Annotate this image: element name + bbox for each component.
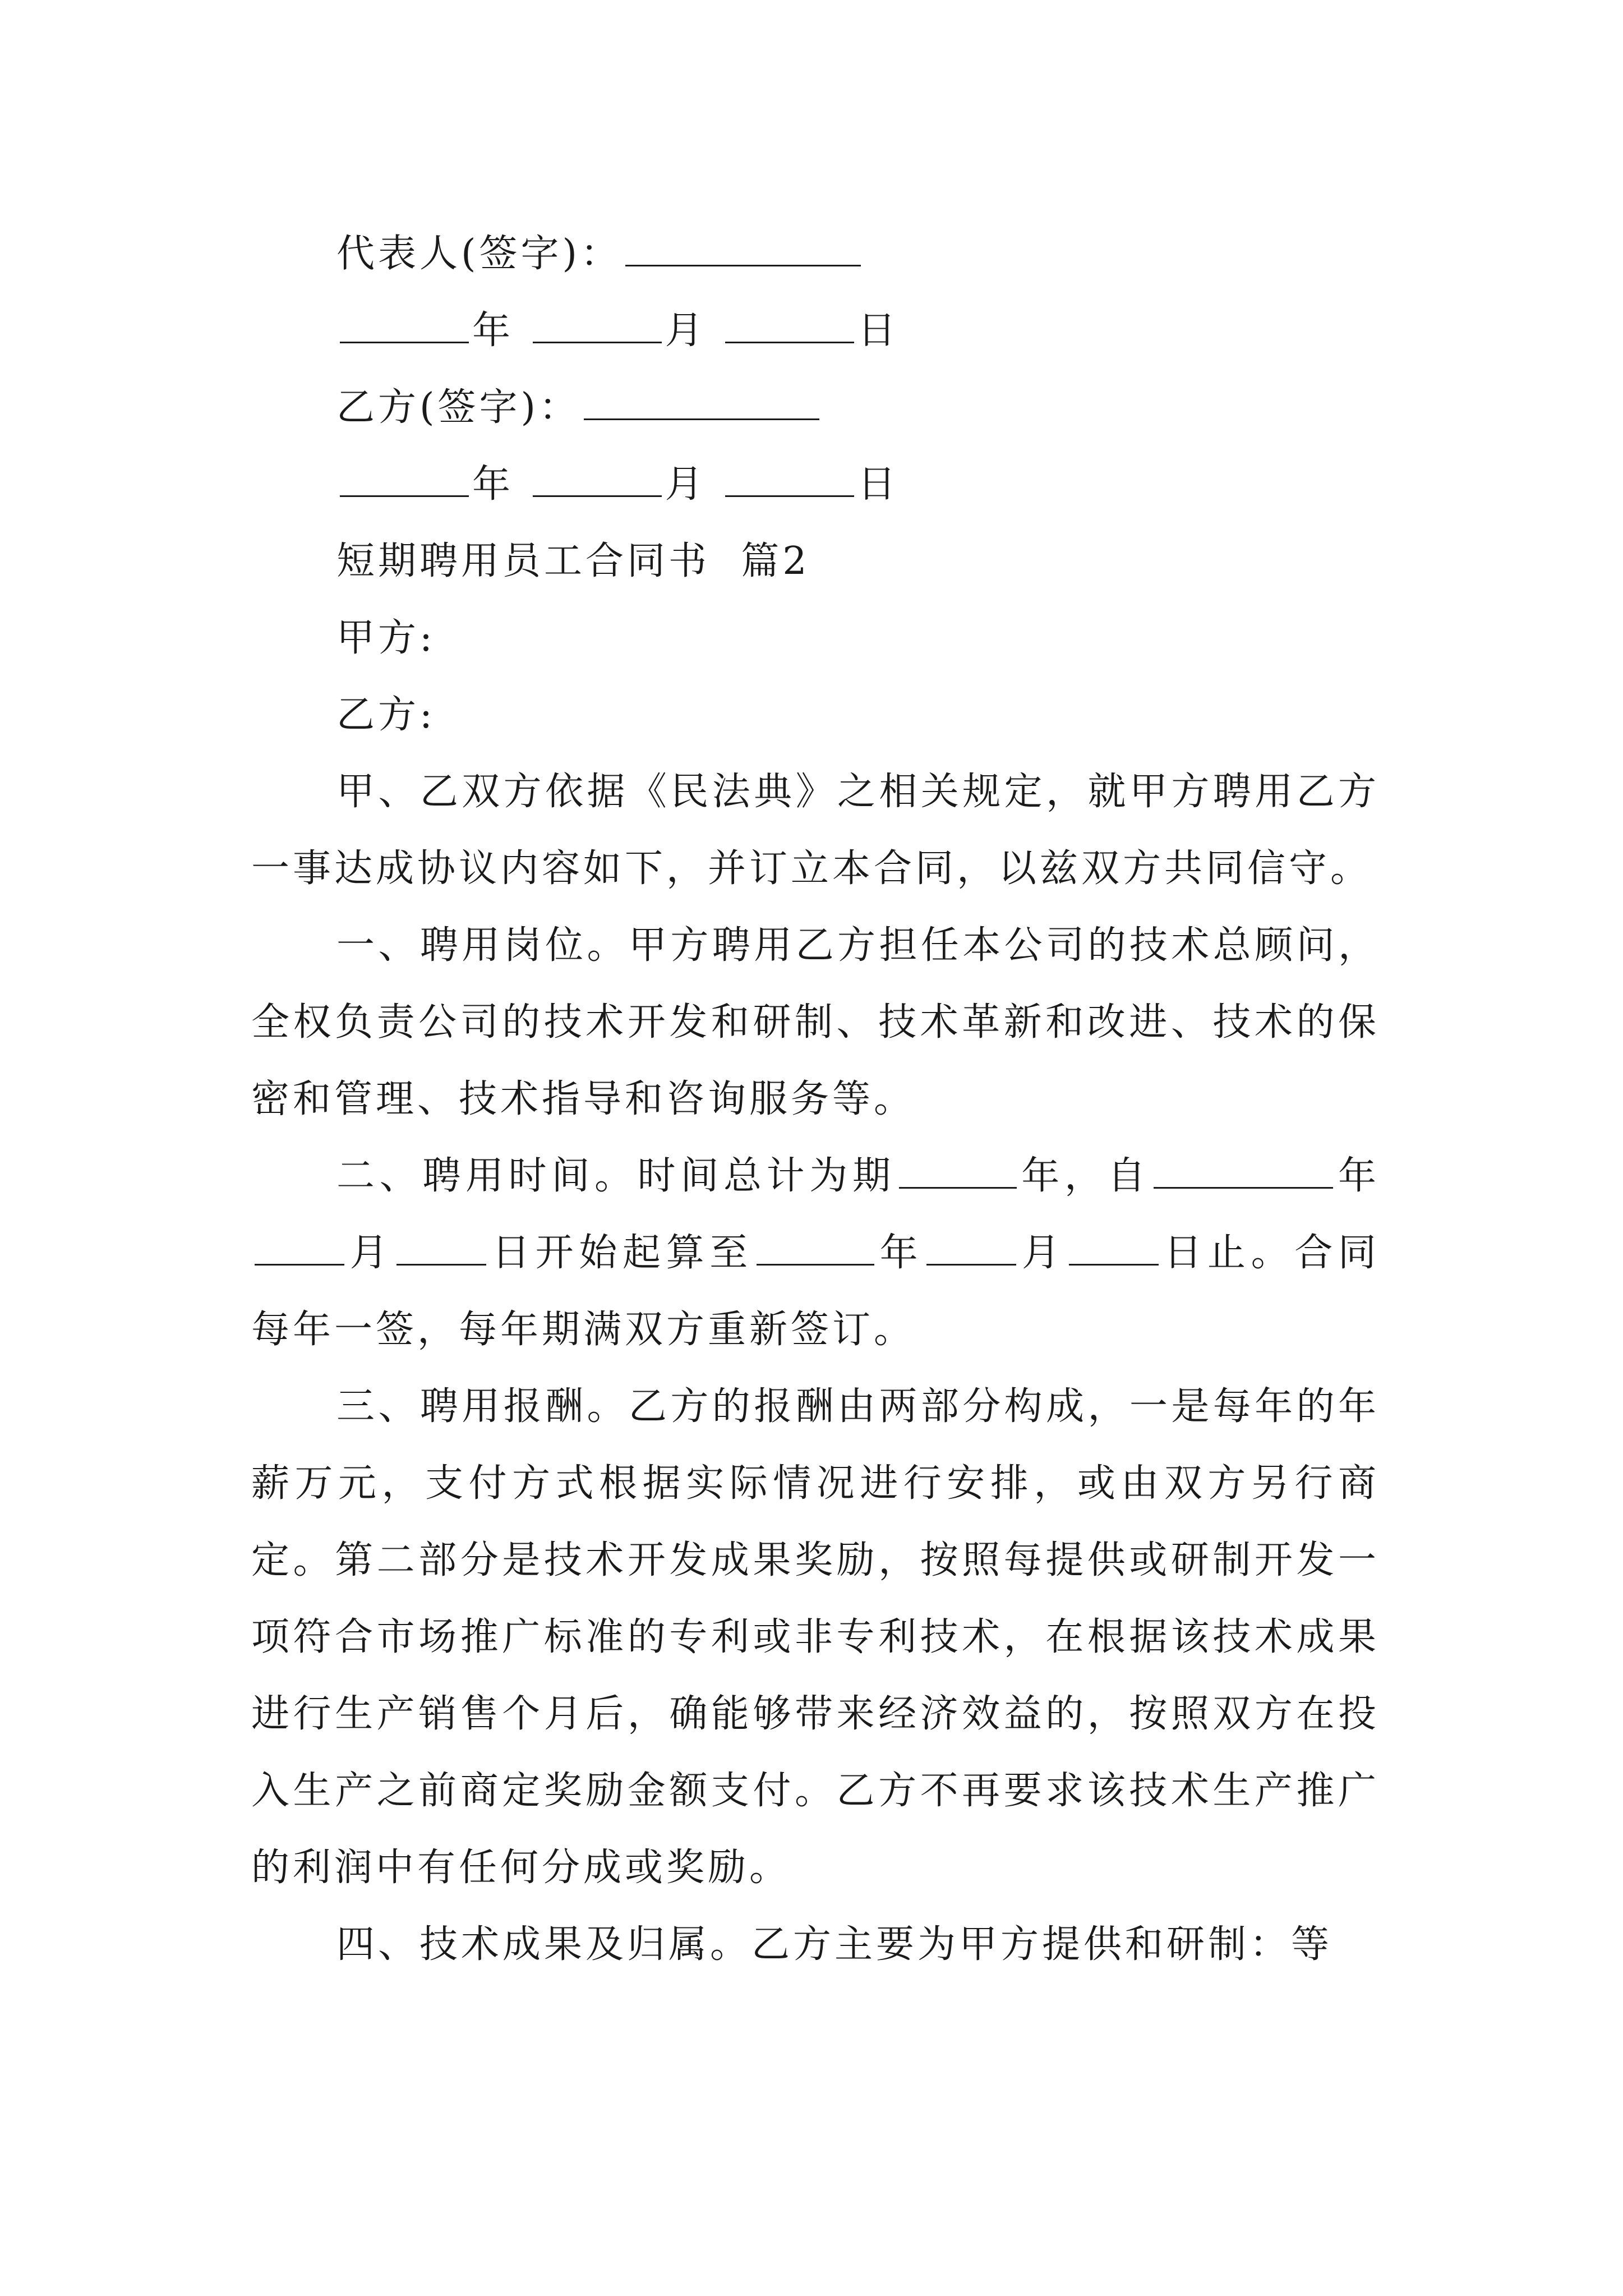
- party-a-label: 甲方:: [336, 616, 436, 660]
- signature-blank: [584, 384, 819, 420]
- date-line-2: [251, 446, 1380, 523]
- year-label: 年: [472, 462, 514, 507]
- term-text: 年: [877, 1231, 924, 1275]
- day-label: 日: [857, 309, 900, 353]
- month-label: 月: [665, 462, 707, 507]
- term-text: 日止。合同每年一签，每年期满双方重新签订。: [251, 1231, 1380, 1352]
- year-label: 年: [472, 309, 514, 353]
- start-month-blank: [255, 1229, 344, 1266]
- term-text: 二、聘用时间。时间总计为期: [336, 1154, 896, 1198]
- section-title: 短期聘用员工合同书 篇2: [336, 539, 810, 583]
- clause-position: 一、聘用岗位。甲方聘用乙方担任本公司的技术总顾问，全权负责公司的技术开发和研制、技术革新和改进、技术的保密和管理、技术指导和咨询服务等。: [251, 923, 1380, 1121]
- end-month-blank: [926, 1229, 1016, 1266]
- year-blank: [340, 307, 469, 343]
- start-day-blank: [396, 1229, 486, 1266]
- term-text: 年: [1336, 1154, 1380, 1198]
- party-b-signature-label: 乙方(签字)：: [336, 385, 581, 430]
- party-b-label: 乙方:: [336, 693, 436, 737]
- clause-term: [251, 1138, 1380, 1368]
- month-blank: [533, 307, 662, 343]
- document-body: [251, 215, 1380, 1983]
- signature-blank: [625, 230, 861, 266]
- day-label: 日: [857, 462, 900, 507]
- clause-ownership: 四、技术成果及归属。乙方主要为甲方提供和研制：等: [336, 1922, 1333, 1967]
- clause-compensation: 三、聘用报酬。乙方的报酬由两部分构成，一是每年的年薪万元，支付方式根据实际情况进行安排，或由双方另行商定。第二部分是技术开发成果奖励，按照每提供或研制开发一项符合市场推广标准的专利或非专利技术，在根据该技术成果进行生产销售个月后，确能够带来经济效益的，按照双方在投入生产之前商定奖励金额支付。乙方不再要求该技术生产推广的利润中有任何分成或奖励。: [251, 1384, 1380, 1890]
- start-year-blank: [1154, 1152, 1333, 1189]
- date-line-1: [251, 292, 1380, 369]
- representative-signature-label: 代表人(签字)：: [336, 232, 623, 276]
- month-label: 月: [665, 309, 707, 353]
- day-blank: [725, 307, 854, 343]
- end-day-blank: [1069, 1229, 1159, 1266]
- year-blank: [340, 461, 469, 497]
- month-blank: [533, 461, 662, 497]
- representative-signature-line: [251, 215, 1380, 292]
- term-text: 日开始起算至: [490, 1231, 753, 1275]
- party-b-signature-line: [251, 369, 1380, 446]
- intro-paragraph: 甲、乙双方依据《民法典》之相关规定，就甲方聘用乙方一事达成协议内容如下，并订立本合同，以兹双方共同信守。: [251, 770, 1380, 891]
- term-text: 月: [1020, 1231, 1066, 1275]
- day-blank: [725, 461, 854, 497]
- end-year-blank: [757, 1229, 874, 1266]
- term-years-blank: [899, 1152, 1017, 1189]
- term-text: 月: [348, 1231, 394, 1275]
- term-text: 年，自: [1020, 1154, 1151, 1198]
